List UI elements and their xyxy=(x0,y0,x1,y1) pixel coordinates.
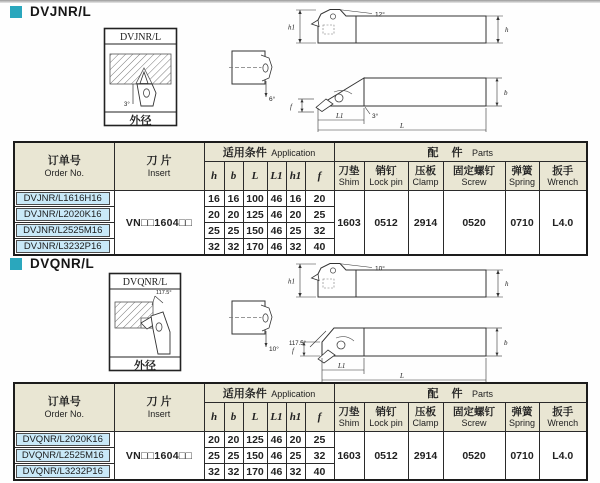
header-part-shim: 刀垫 Shim xyxy=(334,403,364,432)
section2-title: DVQNR/L xyxy=(30,256,95,271)
section1-title-row xyxy=(10,4,91,19)
insert-cell: VN□□1604□□ xyxy=(114,432,204,481)
order-number: DVQNR/L3232P16 xyxy=(16,465,110,478)
part-shim: 1603 xyxy=(334,432,364,481)
header-part-screw: 固定螺钉 Screw xyxy=(443,403,505,432)
header-part-screw: 固定螺钉 Screw xyxy=(443,162,505,191)
pictogram-caption: 外径 xyxy=(134,360,156,372)
part-screw: 0520 xyxy=(443,191,505,256)
value-b: 25 xyxy=(224,448,243,464)
part-lockpin: 0512 xyxy=(364,191,408,256)
top-view-holder xyxy=(316,78,486,114)
table-row xyxy=(14,432,587,448)
order-number: DVJNR/L2020K16 xyxy=(16,208,110,221)
value-f: 40 xyxy=(305,464,334,481)
value-b: 20 xyxy=(224,207,243,223)
value-L1: 46 xyxy=(267,239,286,256)
order-cell xyxy=(14,191,114,207)
header-dim-L: L xyxy=(243,403,267,432)
value-L: 150 xyxy=(243,448,267,464)
value-h: 25 xyxy=(204,223,224,239)
header-part-lockpin: 销钉 Lock pin xyxy=(364,403,408,432)
header-part-wrench: 扳手 Wrench xyxy=(539,403,587,432)
pictogram-angle-label: 117.5° xyxy=(156,290,172,296)
header-dim-b: b xyxy=(224,162,243,191)
value-f: 40 xyxy=(305,239,334,256)
value-f: 25 xyxy=(305,432,334,448)
value-L: 170 xyxy=(243,464,267,481)
order-cell xyxy=(14,448,114,464)
section2-side-view-drawing xyxy=(288,257,513,307)
part-clamp: 2914 xyxy=(408,191,443,256)
end-view-angle-label: 10° xyxy=(269,346,279,353)
value-L: 125 xyxy=(243,432,267,448)
header-order-no: 订单号 Order No. xyxy=(14,383,114,432)
header-order-no: 订单号 Order No. xyxy=(14,142,114,191)
dim-label-b: b xyxy=(504,339,508,347)
value-h: 20 xyxy=(204,432,224,448)
header-dim-h1: h1 xyxy=(286,403,305,432)
dim-label-b: b xyxy=(504,89,508,97)
header-parts: 配 件 Parts xyxy=(334,142,587,162)
value-L1: 46 xyxy=(267,432,286,448)
value-f: 32 xyxy=(305,223,334,239)
header-insert: 刀 片 Insert xyxy=(114,383,204,432)
header-part-shim: 刀垫 Shim xyxy=(334,162,364,191)
side-view-angle-label: 12° xyxy=(375,11,385,19)
section1-top-view-drawing xyxy=(288,68,523,134)
header-dim-f: f xyxy=(305,403,334,432)
dim-label-L1: L1 xyxy=(336,112,344,120)
dim-label-L: L xyxy=(400,372,404,380)
dim-label-f: f xyxy=(290,103,292,111)
value-f: 20 xyxy=(305,191,334,207)
value-h1: 25 xyxy=(286,223,305,239)
header-insert: 刀 片 Insert xyxy=(114,142,204,191)
section-bullet-icon xyxy=(10,258,22,270)
dim-label-L: L xyxy=(400,122,404,130)
value-b: 25 xyxy=(224,223,243,239)
value-L: 100 xyxy=(243,191,267,207)
order-cell xyxy=(14,432,114,448)
order-number: DVJNR/L1616H16 xyxy=(16,192,110,205)
header-dim-L1: L1 xyxy=(267,403,286,432)
side-view-holder xyxy=(312,264,487,298)
value-b: 32 xyxy=(224,464,243,481)
header-part-spring: 弹簧 Spring xyxy=(505,403,539,432)
side-view-angle-label: 10° xyxy=(375,265,385,273)
dim-label-h: h xyxy=(505,280,509,288)
header-dim-h1: h1 xyxy=(286,162,305,191)
part-wrench: L4.0 xyxy=(539,191,587,256)
value-b: 20 xyxy=(224,432,243,448)
value-L: 125 xyxy=(243,207,267,223)
value-L1: 46 xyxy=(267,207,286,223)
order-number: DVQNR/L2525M16 xyxy=(16,449,110,462)
part-lockpin: 0512 xyxy=(364,432,408,481)
value-L: 150 xyxy=(243,223,267,239)
table-row xyxy=(14,191,587,207)
value-h1: 20 xyxy=(286,207,305,223)
dim-label-h1: h1 xyxy=(288,23,295,32)
section2-title-row xyxy=(10,256,94,271)
value-L: 170 xyxy=(243,239,267,256)
header-dim-h: h xyxy=(204,403,224,432)
pictogram-box-label: DVQNR/L xyxy=(122,277,168,288)
value-h: 25 xyxy=(204,448,224,464)
spec-table-dvqnr xyxy=(13,382,588,481)
header-dim-b: b xyxy=(224,403,243,432)
value-f: 32 xyxy=(305,448,334,464)
side-view-holder xyxy=(312,10,487,44)
section2-top-view-drawing xyxy=(288,318,523,384)
value-h1: 25 xyxy=(286,448,305,464)
part-clamp: 2914 xyxy=(408,432,443,481)
pictogram-box-label: DVJNR/L xyxy=(119,32,162,43)
part-screw: 0520 xyxy=(443,432,505,481)
value-f: 25 xyxy=(305,207,334,223)
order-cell xyxy=(14,207,114,223)
value-h: 20 xyxy=(204,207,224,223)
value-h: 16 xyxy=(204,191,224,207)
order-cell xyxy=(14,464,114,481)
order-number: DVQNR/L2020K16 xyxy=(16,433,110,446)
order-cell xyxy=(14,239,114,256)
order-number: DVJNR/L3232P16 xyxy=(16,240,110,253)
value-L1: 46 xyxy=(267,191,286,207)
value-h1: 16 xyxy=(286,191,305,207)
value-h1: 32 xyxy=(286,464,305,481)
order-number: DVJNR/L2525M16 xyxy=(16,224,110,237)
value-h: 32 xyxy=(204,464,224,481)
header-application: 适用条件 Application xyxy=(204,142,334,162)
end-view-angle-label: 6° xyxy=(269,96,276,103)
top-view-angle-label: 3° xyxy=(372,113,379,120)
value-L1: 46 xyxy=(267,223,286,239)
header-part-wrench: 扳手 Wrench xyxy=(539,162,587,191)
end-view-shank xyxy=(229,51,272,97)
value-L1: 46 xyxy=(267,464,286,481)
value-b: 32 xyxy=(224,239,243,256)
dim-label-h: h xyxy=(505,26,509,34)
section1-application-pictogram xyxy=(103,27,178,127)
part-shim: 1603 xyxy=(334,191,364,256)
section-bullet-icon xyxy=(10,6,22,18)
part-wrench: L4.0 xyxy=(539,432,587,481)
header-parts: 配 件 Parts xyxy=(334,383,587,403)
pictogram-angle-label: 3° xyxy=(124,102,130,108)
end-view-shank xyxy=(229,301,272,347)
value-h: 32 xyxy=(204,239,224,256)
header-part-spring: 弹簧 Spring xyxy=(505,162,539,191)
part-spring: 0710 xyxy=(505,191,539,256)
value-L1: 46 xyxy=(267,448,286,464)
insert-cell: VN□□1604□□ xyxy=(114,191,204,256)
pictogram-caption: 外径 xyxy=(129,115,152,127)
section2-application-pictogram xyxy=(108,272,182,372)
header-dim-L: L xyxy=(243,162,267,191)
spec-table-dvjnr xyxy=(13,141,588,256)
value-h1: 32 xyxy=(286,239,305,256)
dim-label-L1: L1 xyxy=(338,362,346,370)
section1-side-view-drawing xyxy=(288,3,513,53)
top-view-holder xyxy=(310,328,486,363)
header-part-lockpin: 销钉 Lock pin xyxy=(364,162,408,191)
section1-title: DVJNR/L xyxy=(30,4,92,19)
dim-label-h1: h1 xyxy=(288,277,295,286)
header-application: 适用条件 Application xyxy=(204,383,334,403)
top-view-angle-label: 117.5° xyxy=(289,341,306,347)
dim-label-f: f xyxy=(292,347,294,355)
section2-end-view-drawing xyxy=(228,295,283,357)
order-cell xyxy=(14,223,114,239)
value-b: 16 xyxy=(224,191,243,207)
header-part-clamp: 压板 Clamp xyxy=(408,162,443,191)
value-h1: 20 xyxy=(286,432,305,448)
header-part-clamp: 压板 Clamp xyxy=(408,403,443,432)
header-dim-f: f xyxy=(305,162,334,191)
section1-end-view-drawing xyxy=(228,45,283,107)
part-spring: 0710 xyxy=(505,432,539,481)
header-dim-L1: L1 xyxy=(267,162,286,191)
header-dim-h: h xyxy=(204,162,224,191)
